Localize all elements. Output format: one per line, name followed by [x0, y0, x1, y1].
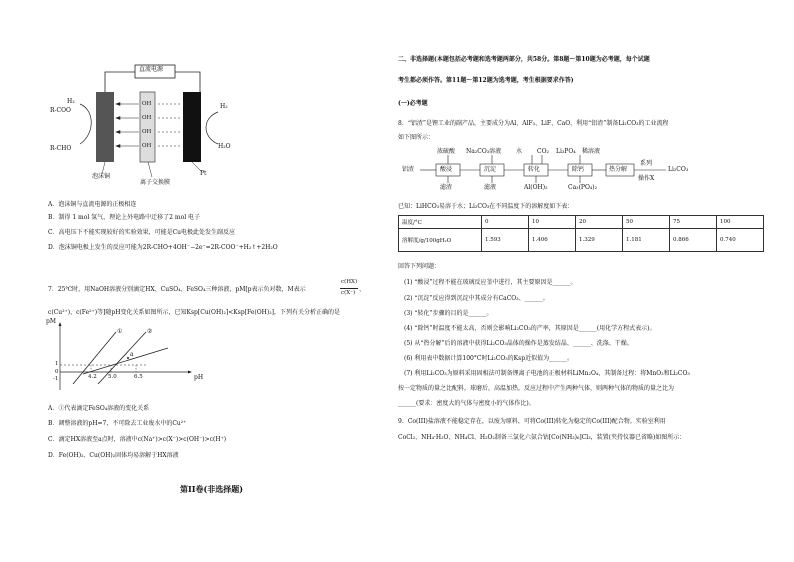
- x-tick-4-2: 4.2: [88, 374, 97, 380]
- flow-series-label: 系列: [640, 160, 653, 167]
- flow-byproduct-ca3po42: Ca₃(PO₄)₂: [568, 184, 598, 191]
- flow-reagent-na2co3: Na₂CO₃溶液: [466, 148, 502, 155]
- h2-left-label: H₂: [67, 98, 75, 105]
- y-tick-neg1: -1: [53, 376, 59, 382]
- q7-option-c: C．滴定HX溶液至a点时，溶液中c(Na⁺)>c(X⁻)>c(OH⁻)>c(H⁺): [48, 436, 227, 443]
- flow-step-acid-leach: 酸浸: [440, 166, 453, 173]
- flow-reagent-water: 水: [516, 148, 523, 155]
- flow-reagent-li3po4: Li₃PO₄: [556, 148, 576, 155]
- foam-copper-label: 泡沫铜: [92, 173, 111, 180]
- oh-label-3: OH: [142, 129, 152, 135]
- table-cell: 1.329: [576, 229, 623, 252]
- h2o-label: H₂O: [218, 143, 231, 150]
- sub-question-7-line3: ______(要求：密度大的气体与密度小的气体作比)。: [398, 400, 535, 407]
- table-row: [399, 229, 764, 252]
- q6-option-b: B．制得 1 mol 氢气，理论上外电路中迁移了2 mol 电子: [48, 214, 201, 221]
- q7-stem-comma: 、: [359, 286, 366, 293]
- table-cell: 1.406: [529, 229, 576, 252]
- oh-label-1: OH: [142, 101, 152, 107]
- table-cell: 75: [670, 216, 717, 229]
- flow-operation-x: 操作X: [638, 175, 655, 182]
- flow-byproduct-residue: 滤渣: [440, 184, 453, 191]
- h2-right-label: H₂: [220, 103, 228, 110]
- flow-step-convert: 转化: [528, 166, 541, 173]
- q8-stem-line2: 如下图所示：: [398, 134, 435, 141]
- point-a-label: a: [130, 351, 134, 358]
- sub-question-7-line1: (7) 利用Li₂CO₃为原料采用固相法可制备锂离子电池的正极材料LiMn₂O₄，其制备过程：将MnO₂和Li₂CO₃: [404, 370, 690, 377]
- table-cell: 10: [529, 216, 576, 229]
- q8-stem-line1: 8．“铝渣”是锂工业的副产品，主要成分为Al、AlF₃、LiF、CaO，利用“铝渣”制备Li₂CO₃的工业流程: [398, 120, 669, 127]
- q7-stem-line1: 7．25℃时，用NaOH溶液分别滴定HX、CuSO₄、FeSO₄三种溶液，pM[p表示负对数，M表示: [48, 286, 306, 293]
- rcoo-label: R-COO: [50, 107, 71, 114]
- q8-known-info: 已知：LiHCO₃易溶于水；Li₂CO₃在不同温度下的溶解度如下表：: [398, 203, 574, 210]
- q9-stem-line1: 9．Co(III)盐溶液不能稳定存在，以废为原料，可将Co(III)转化为稳定的Co(III)配合物。实验室利用: [398, 418, 666, 425]
- volume-ii-heading: 第II卷(非选择题): [180, 484, 244, 494]
- q7-option-b: B．调整溶液的pH=7，不可除去工业废水中的Cu²⁺: [48, 420, 187, 427]
- rcho-label: R-CHO: [50, 145, 72, 152]
- q7-fraction-numerator: c(HX): [341, 279, 358, 285]
- table-cell: 100: [717, 216, 764, 229]
- flow-reagent-h2so4: 浓硫酸: [437, 148, 456, 155]
- q7-option-a: A．①代表滴定FeSO₄溶液的变化关系: [48, 405, 150, 412]
- flow-step-remove-ca: 除钙: [572, 166, 585, 173]
- x-tick-5-0: 5.0: [108, 374, 117, 380]
- q7-fraction-denominator: c(X⁻): [341, 290, 356, 296]
- table-row: [399, 216, 764, 229]
- x-tick-6-5: 6.5: [134, 374, 143, 380]
- flow-step-thermal: 热分解: [609, 166, 628, 173]
- q6-option-a: A．泡沫铜与直流电源的正极相连: [48, 201, 137, 208]
- q7-option-d: D．Fe(OH)₂、Cu(OH)₂固体均易溶解于HX溶液: [48, 452, 179, 459]
- sub-question-1: (1) “酸浸”过程不能在玻璃反应釜中进行，其主要原因是______。: [404, 279, 577, 286]
- flow-start-label: 铝渣: [402, 166, 415, 173]
- q6-option-c: C．高电压下不能实现较好的实验效果，可能是Cu电极此处发生副反应: [48, 229, 236, 236]
- sub-question-5: (5) 从“热分解”后的溶液中获得Li₂CO₃晶体的操作是蒸发结晶、______、洗涤、干燥。: [404, 340, 633, 347]
- pt-label: Pt: [200, 170, 207, 177]
- answer-prompt: 回答下列问题：: [398, 263, 441, 270]
- graph-y-axis-label: pM: [46, 318, 56, 325]
- table-cell: 50: [623, 216, 670, 229]
- table-cell: 0.740: [717, 229, 764, 252]
- flow-byproduct-aloh3: Al(OH)₃: [524, 184, 548, 191]
- table-cell: 1.181: [623, 229, 670, 252]
- solubility-table: [398, 215, 764, 252]
- required-heading: (一)必考题: [398, 100, 428, 107]
- oh-label-2: OH: [142, 115, 152, 121]
- flow-product-label: Li₂CO₃: [668, 166, 689, 173]
- pm-ph-graph: [48, 322, 198, 394]
- y-tick-0: 0: [55, 369, 59, 375]
- q9-stem-line2: CoCl₂、NH₄·H₂O、NH₄Cl、H₂O₂制备三氯化六氨合钴[Co(NH₃)₆]Cl₃，装置(夹持仪器已省略)如图所示：: [398, 434, 686, 441]
- sub-question-7-line2: 按一定物质的量之比配料，球磨后，高温加热，反应过程中产生两种气体，则两种气体的物质的量之比为: [398, 385, 675, 392]
- section-title-line2: 考生都必须作答。第11题～第12题为选考题，考生根据要求作答): [398, 77, 574, 84]
- electrolysis-diagram: [40, 62, 270, 197]
- q7-stem-line2: c(Cu²⁺)、c(Fe²⁺)等]随pH变化关系如图所示，已知Ksp[Cu(OH)₂]<Ksp[Fe(OH)₂]，下列有关分析正确的是: [48, 309, 340, 316]
- table-cell: 1.593: [482, 229, 529, 252]
- membrane-label: 离子交换膜: [140, 179, 171, 186]
- flow-byproduct-filtrate: 滤液: [484, 184, 497, 191]
- curve-1-label: ①: [117, 328, 123, 335]
- table-cell: 0: [482, 216, 529, 229]
- flow-reagent-co2: CO₂: [537, 148, 549, 155]
- flow-reagent-dilute: 稀溶液: [582, 148, 601, 155]
- q7-fraction-bar: [340, 288, 358, 289]
- section-title: 二、非选择题(本题包括必考题和选考题两部分，共58分。第8题～第10题为必考题，每个试题: [398, 56, 650, 63]
- graph-x-axis-label: pH: [194, 374, 204, 381]
- curve-2-label: ②: [147, 328, 153, 335]
- q6-option-d: D．泡沫铜电极上发生的反应可能为2R-CHO+4OH⁻−2e⁻=2R-COO⁻+H₂↑+2H₂O: [48, 244, 278, 251]
- table-cell: 20: [576, 216, 623, 229]
- power-supply-label: 直流电源: [139, 66, 164, 73]
- table-cell: 0.866: [670, 229, 717, 252]
- oh-label-4: OH: [142, 143, 152, 149]
- y-tick-1: 1: [55, 361, 59, 367]
- sub-question-6: (6) 利用表中数据计算100°C时Li₂CO₃的Ksp近似值为______。: [404, 355, 574, 362]
- sub-question-2: (2) “沉淀”反应得到沉淀中其成分有CaCO₃、______。: [404, 295, 549, 302]
- sub-question-4: (4) “除钙”时温度不能太高，否则会影响Li₂CO₃的产率，其原因是______(用化学方程式表示)。: [404, 325, 656, 332]
- flow-step-precipitate: 沉淀: [484, 166, 497, 173]
- sub-question-3: (3) “转化”步骤的目的是______。: [404, 310, 493, 317]
- table-header-solubility: 溶解度/g/100gH₂O: [399, 229, 482, 252]
- table-header-temperature: 温度/°C: [399, 216, 482, 229]
